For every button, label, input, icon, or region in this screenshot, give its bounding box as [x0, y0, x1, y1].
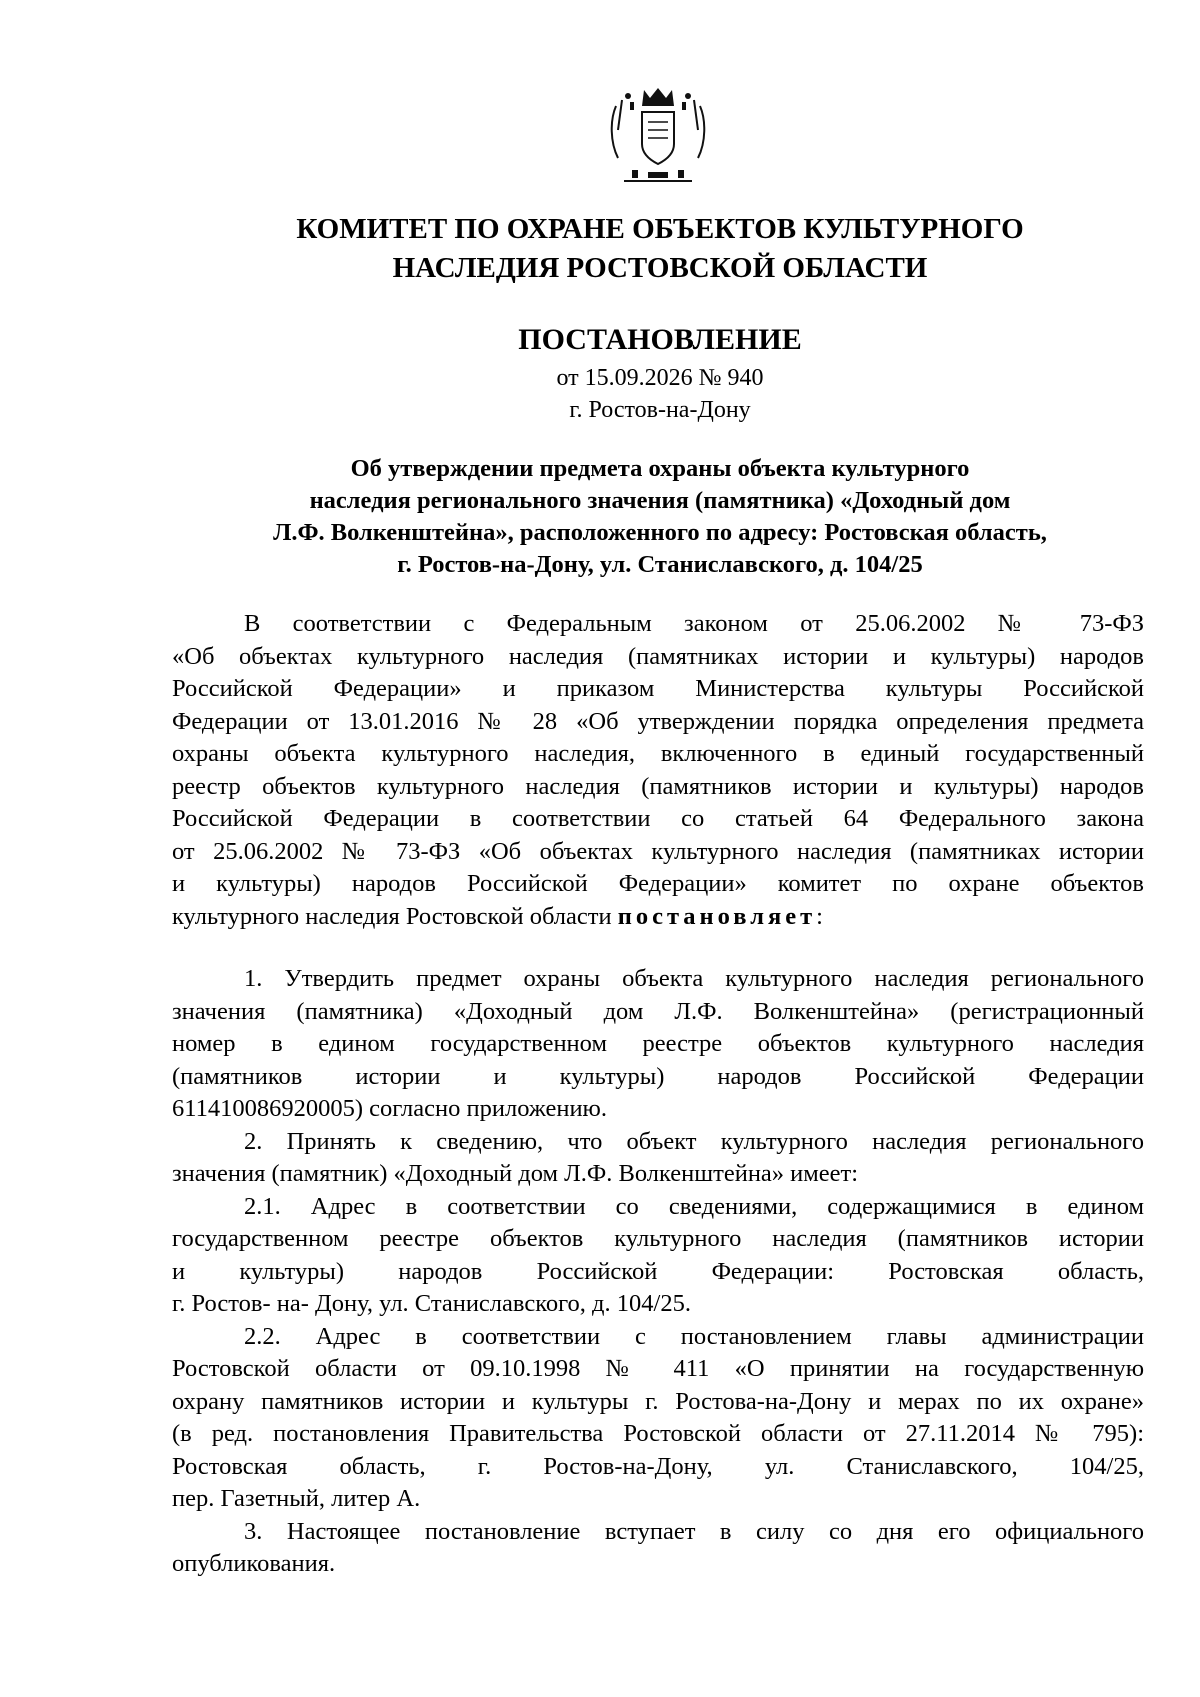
- resolution-line: и культуры) народов Российской Федерации: Ростовская область,: [172, 1257, 1144, 1285]
- resolution-line: значения (памятника) «Доходный дом Л.Ф. Волкенштейна» (регистрационный: [172, 997, 1144, 1025]
- org-line-1: КОМИТЕТ ПО ОХРАНЕ ОБЪЕКТОВ КУЛЬТУРНОГО: [296, 213, 1024, 245]
- preamble-line: Российской Федерации в соответствии со статьей 64 Федерального закона: [172, 805, 1144, 832]
- organization-name: [160, 210, 1160, 288]
- resolution-line: 3. Настоящее постановление вступает в силу со дня его официального: [244, 1517, 1144, 1545]
- preamble-line: «Об объектах культурного наследия (памятниках истории и культуры) народов: [172, 642, 1144, 670]
- preamble-last-line: [172, 901, 1144, 934]
- decree-word: постановляет: [617, 902, 817, 930]
- document-city: г. Ростов-на-Дону: [569, 397, 751, 423]
- resolution-line: охрану памятников истории и культуры г. Ростова-на-Дону и мерах по их охране»: [172, 1387, 1144, 1415]
- title-line: Об утверждении предмета охраны объекта культурного: [350, 455, 970, 482]
- document-type: ПОСТАНОВЛЕНИЕ: [518, 323, 802, 356]
- resolution-line: (памятников истории и культуры) народов Российской Федерации: [172, 1062, 1144, 1090]
- preamble-line: и культуры) народов Российской Федерации» комитет по охране объектов: [172, 870, 1144, 897]
- resolution-line: 611410086920005) согласно приложению.: [172, 1095, 607, 1122]
- title-line: г. Ростов-на-Дону, ул. Станиславского, д. 104/25: [397, 551, 923, 578]
- preamble-line: Федерации от 13.01.2016 № 28 «Об утверждении порядка определения предмета: [172, 707, 1144, 735]
- decree-colon: :: [816, 902, 823, 930]
- resolution-line: 2. Принять к сведению, что объект культурного наследия регионального: [244, 1127, 1144, 1155]
- org-line-2: НАСЛЕДИЯ РОСТОВСКОЙ ОБЛАСТИ: [392, 252, 928, 284]
- preamble-line: Российской Федерации» и приказом Министерства культуры Российской: [172, 675, 1144, 702]
- resolution-line: 1. Утвердить предмет охраны объекта культурного наследия регионального: [244, 965, 1144, 992]
- resolution-items: [172, 963, 1144, 1581]
- title-line: Л.Ф. Волкенштейна», расположенного по адресу: Ростовская область,: [273, 519, 1047, 546]
- resolution-line: государственном реестре объектов культурного наследия (памятников истории: [172, 1225, 1144, 1252]
- resolution-line: пер. Газетный, литер А.: [172, 1485, 421, 1512]
- resolution-line: Ростовской области от 09.10.1998 № 411 «О принятии на государственную: [172, 1355, 1144, 1382]
- resolution-line: г. Ростов- на- Дону, ул. Станиславского, д. 104/25.: [172, 1290, 691, 1317]
- resolution-line: (в ред. постановления Правительства Ростовской области от 27.11.2014 № 795):: [172, 1420, 1144, 1447]
- preamble-line: охраны объекта культурного наследия, включенного в единый государственный: [172, 740, 1144, 767]
- coat-of-arms-emblem: [604, 86, 712, 186]
- preamble-line: реестр объектов культурного наследия (памятников истории и культуры) народов: [172, 772, 1144, 800]
- document-title: [160, 453, 1160, 581]
- title-line: наследия регионального значения (памятника) «Доходный дом: [309, 487, 1011, 514]
- resolution-line: значения (памятник) «Доходный дом Л.Ф. Волкенштейна» имеет:: [172, 1160, 859, 1187]
- preamble-line: от 25.06.2002 № 73-ФЗ «Об объектах культурного наследия (памятниках истории: [172, 837, 1144, 865]
- preamble-line: В соответствии с Федеральным законом от 25.06.2002 № 73-ФЗ: [244, 610, 1144, 637]
- resolution-line: Ростовская область, г. Ростов-на-Дону, ул. Станиславского, 104/25,: [172, 1452, 1144, 1480]
- preamble-last-text: культурного наследия Ростовской области: [172, 902, 618, 930]
- resolution-line: номер в едином государственном реестре объектов культурного наследия: [172, 1030, 1144, 1057]
- resolution-line: 2.2. Адрес в соответствии с постановлением главы администрации: [244, 1322, 1144, 1350]
- resolution-line: 2.1. Адрес в соответствии со сведениями, содержащимися в едином: [244, 1192, 1144, 1220]
- resolution-line: опубликования.: [172, 1550, 336, 1577]
- preamble-paragraph: [172, 608, 1144, 933]
- document-date-number: от 15.09.2026 № 940: [556, 365, 764, 391]
